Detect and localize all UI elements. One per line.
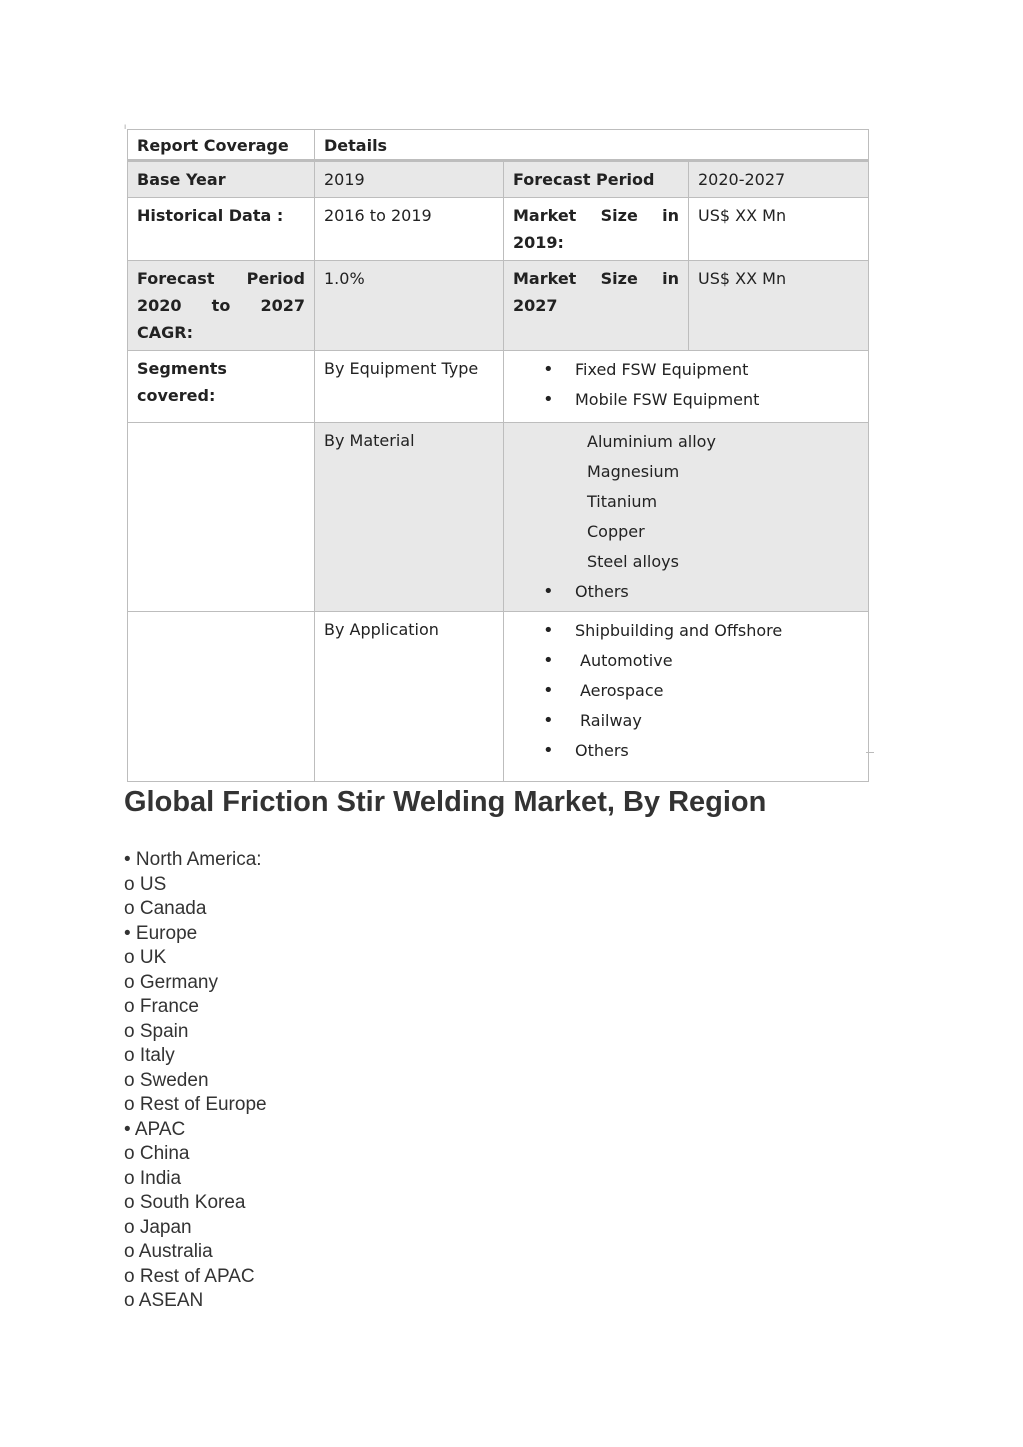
bullet-icon: • (543, 650, 554, 671)
region-list (124, 848, 267, 1314)
region-group-item: • Europe (124, 922, 198, 944)
list-item: Copper (587, 522, 645, 541)
bullet-icon: • (543, 620, 554, 641)
region-country-item: o Italy (124, 1045, 175, 1066)
table-row-cagr (128, 261, 869, 351)
header-report-coverage: Report Coverage (128, 130, 315, 161)
table-row-base-year (128, 161, 869, 198)
bullet-icon: • (543, 389, 554, 410)
forecast-period-value: 2020-2027 (689, 161, 869, 198)
table-header-row (128, 130, 869, 161)
list-item: Magnesium (587, 462, 680, 481)
equipment-type-label: By Equipment Type (315, 351, 504, 423)
corner-mark: ı (124, 122, 127, 131)
header-details: Details (315, 130, 869, 161)
table-row-historical (128, 198, 869, 261)
list-item: • Shipbuilding and Offshore (513, 616, 859, 646)
region-country-item: o China (124, 1143, 190, 1164)
region-country-item: o Sweden (124, 1069, 209, 1091)
region-group-item: • APAC (124, 1118, 186, 1140)
material-list-cell (504, 423, 869, 612)
material-label: By Material (315, 423, 504, 612)
bullet-icon: • (543, 359, 554, 380)
region-country-item: o Japan (124, 1216, 192, 1238)
table-row-equipment (128, 351, 869, 423)
region-country-item: o France (124, 996, 199, 1017)
forecast-cagr-line1: Forecast Period (137, 269, 305, 288)
bullet-icon: • (543, 740, 554, 761)
base-year-value: 2019 (315, 161, 504, 198)
region-country-item: o India (124, 1167, 182, 1189)
bullet-icon: • (543, 680, 554, 701)
forecast-cagr-label (128, 261, 315, 351)
empty-cell (128, 423, 315, 612)
market-size-2019-line1: Market Size in (513, 206, 679, 225)
market-size-2027-line2: 2027 (513, 296, 558, 315)
region-country-item: o Spain (124, 1020, 189, 1042)
market-size-2027-label (504, 261, 689, 351)
historical-data-label: Historical Data : (128, 198, 315, 261)
forecast-cagr-line3: CAGR: (137, 323, 193, 342)
region-country-item: o South Korea (124, 1192, 246, 1213)
application-list-cell (504, 612, 869, 782)
region-country-item: o Canada (124, 898, 207, 919)
list-item: • Fixed FSW Equipment (513, 355, 859, 385)
forecast-cagr-line2: 2020 to 2027 (137, 296, 305, 315)
report-coverage-table (127, 129, 868, 782)
market-size-2027-line1: Market Size in (513, 269, 679, 288)
empty-cell (128, 612, 315, 782)
region-country-item: o ASEAN (124, 1290, 204, 1311)
list-item: Titanium (587, 492, 658, 511)
region-country-item: o Rest of APAC (124, 1265, 255, 1287)
list-item: Steel alloys (587, 552, 679, 571)
segments-covered-label: Segments covered: (128, 351, 315, 423)
list-item: • Mobile FSW Equipment (513, 385, 859, 415)
market-size-2027-value: US$ XX Mn (689, 261, 869, 351)
equipment-type-list (513, 355, 859, 415)
market-size-2019-label (504, 198, 689, 261)
region-country-item: o Rest of Europe (124, 1094, 267, 1115)
list-item: • Others (513, 577, 859, 607)
cagr-value: 1.0% (315, 261, 504, 351)
forecast-period-label: Forecast Period (504, 161, 689, 198)
region-group-item: • North America: (124, 849, 262, 870)
region-country-item: o US (124, 873, 167, 895)
region-country-item: o Australia (124, 1241, 213, 1262)
list-item: • Others (513, 736, 859, 766)
application-list (513, 616, 859, 766)
list-item: • Aerospace (513, 676, 859, 706)
market-size-2019-line2: 2019: (513, 233, 564, 252)
material-list (513, 427, 859, 607)
region-country-item: o Germany (124, 971, 218, 993)
bullet-icon: • (543, 581, 554, 602)
base-year-label: Base Year (128, 161, 315, 198)
list-item: • Railway (513, 706, 859, 736)
region-country-item: o UK (124, 947, 167, 968)
bullet-icon: • (543, 710, 554, 731)
list-item: • Automotive (513, 646, 859, 676)
table-row-material (128, 423, 869, 612)
equipment-type-list-cell (504, 351, 869, 423)
table-row-application (128, 612, 869, 782)
market-size-2019-value: US$ XX Mn (689, 198, 869, 261)
list-item: Aluminium alloy (587, 432, 716, 451)
application-label: By Application (315, 612, 504, 782)
historical-data-value: 2016 to 2019 (315, 198, 504, 261)
table-corner-mark (866, 752, 874, 761)
region-section-title: Global Friction Stir Welding Market, By Region (124, 786, 767, 818)
